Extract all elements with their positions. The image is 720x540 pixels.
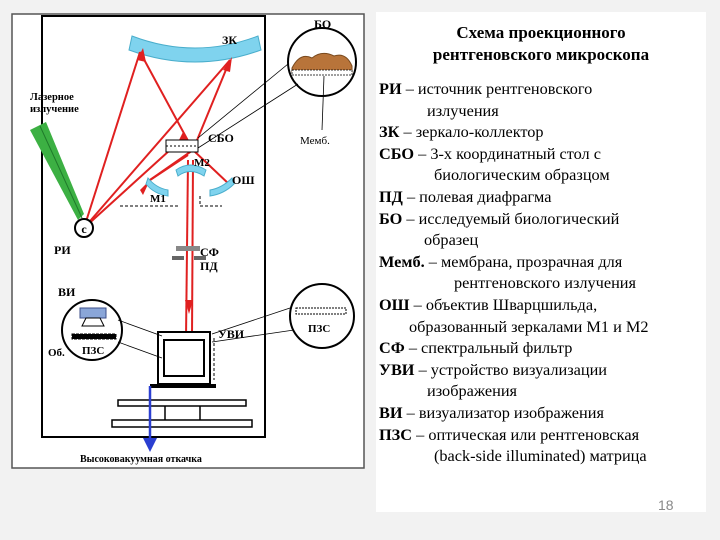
legend-description-continued: (back-side illuminated) матрица [434,446,647,466]
legend-item [379,251,705,294]
panel-title [376,22,706,66]
membrane-strip [292,70,352,75]
legend-description: – объектив Шварцшильда, [413,294,598,314]
legend-list [379,78,705,467]
legend-item [379,121,705,143]
label-memb: Мемб. [300,135,330,147]
legend-item [379,186,705,208]
imaging-device-base [150,384,216,388]
legend-term: ПЗС [379,424,413,444]
legend-term: ВИ [379,402,403,422]
title-line-2: рентгеновского микроскопа [432,45,650,64]
visualizer-objective [82,318,104,326]
legend-description-continued: образованный зеркалами М1 и М2 [409,316,649,336]
label-ob: Об. [48,347,65,359]
spectral-filter [176,246,200,251]
label-uvi: УВИ [218,327,245,341]
ccd-matrix [296,308,346,314]
legend-term: УВИ [379,359,415,379]
visualizer-lens [80,308,106,318]
imaging-device-screen [164,340,204,376]
legend-item [379,78,705,121]
legend-term: ПД [379,186,403,206]
field-diaphragm-left [172,256,184,260]
legend-description: – спектральный фильтр [408,338,573,358]
visualizer-ccd [72,334,116,339]
legend-description: – оптическая или рентгеновская [416,424,640,444]
legend-term: РИ [379,79,402,98]
legend-item [379,402,705,424]
legend-item [379,424,705,467]
label-pd: ПД [200,259,218,273]
label-sf: СФ [200,245,219,259]
page-number: 18 [658,497,674,513]
legend-term: БО [379,208,403,228]
legend-description-continued: биологическим образцом [434,165,610,185]
label-pzs-left: ПЗС [82,345,105,357]
legend-description-continued: рентгеновского излучения [454,273,637,293]
x-ray-source-symbol: c [81,222,87,236]
legend-term: Мемб. [379,251,425,271]
ccd-zoom-circle [290,284,354,348]
label-sbo: СБО [208,131,234,145]
legend-term: ЗК [379,122,400,142]
legend-item [379,294,705,337]
legend-item [379,359,705,402]
label-pzs-right: ПЗС [308,323,331,335]
legend-item [379,337,705,359]
stand-top [118,400,246,406]
label-zk: ЗК [222,33,238,47]
label-ri: РИ [54,243,71,257]
legend-description: – исследуемый биологический [406,208,620,228]
legend-term: СФ [379,338,405,358]
legend-description: – источник рентгеновского [405,79,593,98]
label-vi: ВИ [58,285,76,299]
label-m2: М2 [194,157,210,169]
legend-description: – полевая диафрагма [406,186,552,206]
legend-description: – 3-х координатный стол с [418,143,601,163]
label-bo: БО [314,17,332,31]
legend-description: – зеркало-коллектор [403,122,544,142]
legend-description: – устройство визуализации [418,359,607,379]
label-laser-1: Лазерное [30,92,74,103]
label-m1: М1 [150,193,166,205]
legend-description-continued: изображения [427,381,518,401]
legend-description: – мембрана, прозрачная для [428,251,623,271]
label-osh: ОШ [232,173,255,187]
legend-term: СБО [379,143,415,163]
stand-base [112,420,252,427]
legend-description-continued: излучения [427,100,499,120]
legend-description-continued: образец [424,230,479,250]
title-line-1: Схема проекционного [456,23,626,42]
legend-item [379,143,705,186]
legend-panel [376,12,706,512]
legend-term: ОШ [379,294,410,314]
legend-description: – визуализатор изображения [406,402,604,422]
label-vacuum: Высоковакуумная откачка [80,454,202,465]
label-laser-2: излучение [30,104,79,115]
legend-item [379,208,705,251]
